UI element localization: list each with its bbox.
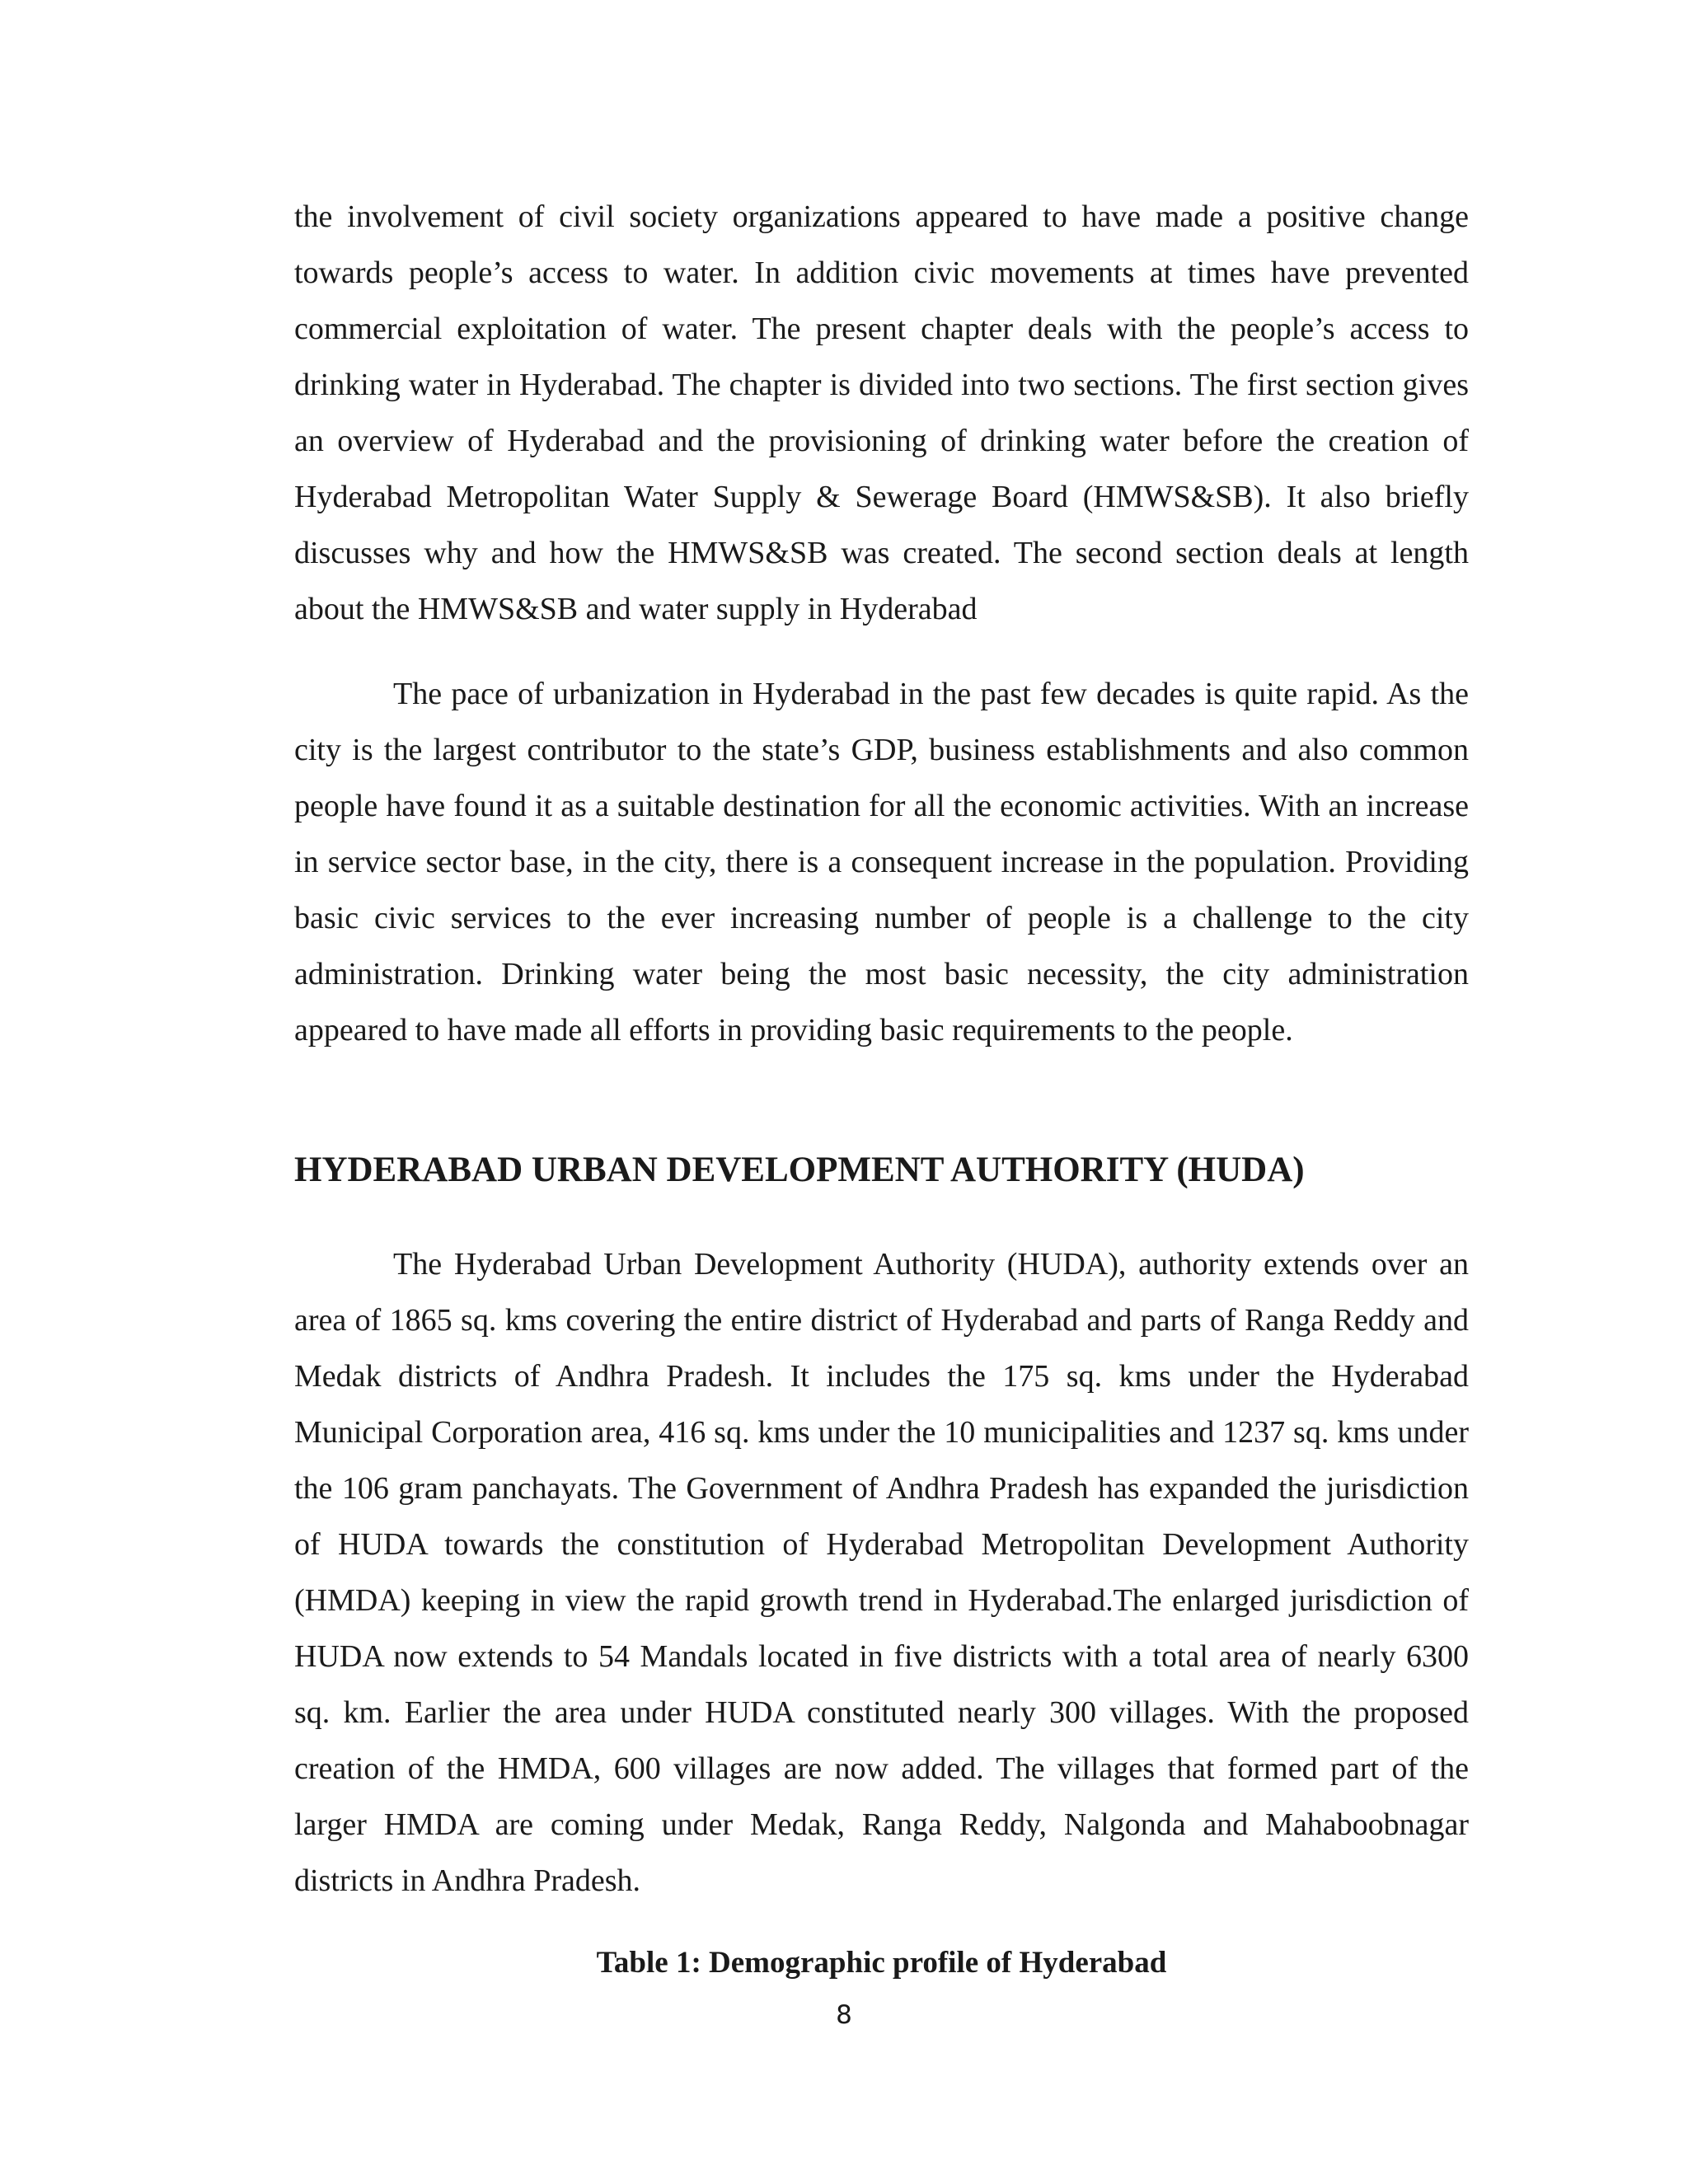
- body-paragraph-intro: the involvement of civil society organizations appeared to have made a positive change towards people’s access to water. In addition civic movements at times have prevented commercial exploitation of water. The present chapter deals with the people’s access to drinking water in Hyderabad. The chapter is divided into two sections. The first section gives an overview of Hyderabad and the provisioning of drinking water before the creation of Hyderabad Metropolitan Water Supply & Sewerage Board (HMWS&SB). It also briefly discusses why and how the HMWS&SB was created. The second section deals at length about the HMWS&SB and water supply in Hyderabad: [294, 199, 1469, 626]
- page-number: 8: [836, 2000, 852, 2030]
- body-paragraph-huda: The Hyderabad Urban Development Authority (HUDA), authority extends over an area of 1865 sq. kms covering the entire district of Hyderabad and parts of Ranga Reddy and Medak districts of Andhra Pradesh. It includes the 175 sq. kms under the Hyderabad Municipal Corporation area, 416 sq. kms under the 10 municipalities and 1237 sq. kms under the 106 gram panchayats. The Government of Andhra Pradesh has expanded the jurisdiction of HUDA towards the constitution of Hyderabad Metropolitan Development Authority (HMDA) keeping in view the rapid growth trend in Hyderabad.The enlarged jurisdiction of HUDA now extends to 54 Mandals located in five districts with a total area of nearly 6300 sq. km. Earlier the area under HUDA constituted nearly 300 villages. With the proposed creation of the HMDA, 600 villages are now added. The villages that formed part of the larger HMDA are coming under Medak, Ranga Reddy, Nalgonda and Mahaboobnagar districts in Andhra Pradesh.: [294, 1247, 1469, 1898]
- section-heading: HYDERABAD URBAN DEVELOPMENT AUTHORITY (HUDA): [294, 1151, 1305, 1189]
- body-paragraph-urbanization: The pace of urbanization in Hyderabad in the past few decades is quite rapid. As the city is the largest contributor to the state’s GDP, business establishments and also common people have found it as a suitable destination for all the economic activities. With an increase in service sector base, in the city, there is a consequent increase in the population. Providing basic civic services to the ever increasing number of people is a challenge to the city administration. Drinking water being the most basic necessity, the city administration appeared to have made all efforts in providing basic requirements to the people.: [294, 677, 1469, 1047]
- table-caption: Table 1: Demographic profile of Hyderabad: [596, 1946, 1167, 1980]
